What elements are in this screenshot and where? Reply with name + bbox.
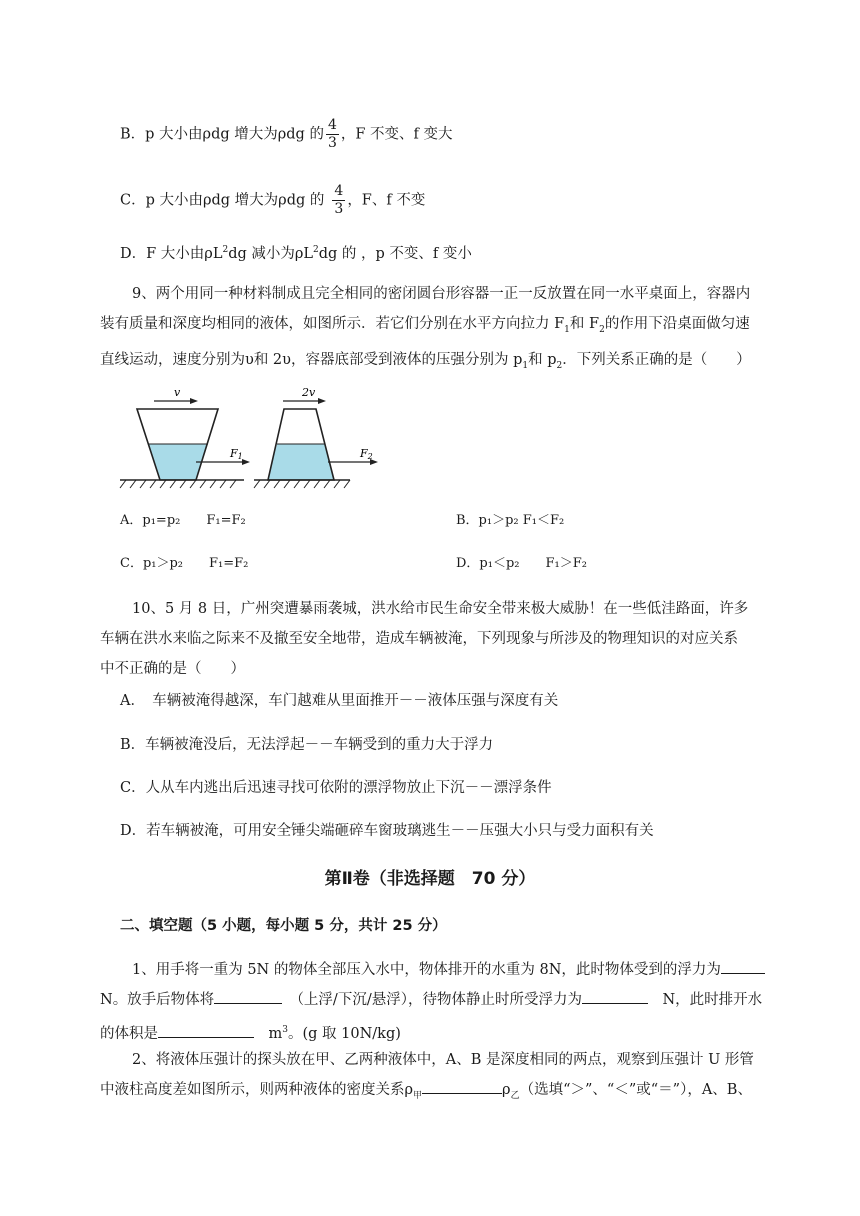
q8-option-d: D．F 大小由$\rho L^2dg$ 减小为$\rho L^2dg$ 的 ，p 不变、f 变小 [120, 245, 472, 262]
section-title: 第Ⅱ卷（非选择题 70 分） [324, 869, 536, 889]
option-text: ，F 不变、f 变大 [340, 126, 453, 143]
q8-option-b [120, 117, 453, 152]
option-text: C．p 大小由ρdg 增大为ρdg 的 [120, 192, 325, 209]
force-label-1: F1 [230, 447, 243, 461]
q9-option-c: C．p₁＞p₂ F₁=F₂ [120, 556, 249, 571]
option-text: ，F、f 不变 [347, 192, 426, 209]
container-1 [137, 409, 218, 480]
q9-option-d: D．p₁＜p₂ F₁＞F₂ [456, 556, 587, 571]
answer-blank[interactable] [422, 1079, 502, 1094]
q10-option-b: B．车辆被淹没后，无法浮起－－车辆受到的重力大于浮力 [120, 737, 494, 753]
option-text: B．p 大小由ρdg 增大为ρdg 的 [120, 126, 324, 143]
answer-blank[interactable] [582, 989, 648, 1004]
answer-blank[interactable] [721, 959, 765, 974]
fraction: $\frac{4}{3}$ [327, 117, 337, 151]
question-9-stem: 9、两个用同一种材料制成且完全相同的密闭圆台形容器一正一反放置在同一水平桌面上，容器内 装有质量和深度均相同的液体，如图所示．若它们分别在水平方向拉力 $F_1$和 $F_2$的作用下沿桌面做匀速 直线运动，速度分别为υ和 2υ，容器底部受到液体的压强分别为 $p_1$和 $p_2$．下列关系正确的是（ ） [100, 286, 751, 371]
fill-question-2: 2、将液体压强计的探头放在甲、乙两种液体中，A、B 是深度相同的两点，观察到压强计 U 形管 中液柱高度差如图所示，则两种液体的密度关系$\rho_甲$ $\rho_乙$（选填“＞”、“＜”或“＝”），A、B、 [100, 1052, 754, 1101]
container-2 [268, 409, 334, 480]
velocity-label-2: 2v [302, 386, 316, 399]
q9-option-b: B．p₁＞p₂ F₁＜F₂ [456, 513, 565, 528]
q9-option-a: A．p₁=p₂ F₁=F₂ [120, 513, 246, 528]
q10-option-a: A． 车辆被淹得越深，车门越难从里面推开－－液体压强与深度有关 [120, 693, 559, 709]
velocity-label-1: v [174, 386, 181, 399]
fill-question-1: 1、用手将一重为 5N 的物体全部压入水中，物体排开的水重为 8N，此时物体受到的浮力为 N。放手后物体将 （上浮/下沉/悬浮），待物体静止时所受浮力为 N，此时排开水 的体积是 $m^3$。(g 取 10N/kg) [100, 955, 806, 1049]
answer-blank[interactable] [214, 989, 282, 1004]
q10-option-d: D．若车辆被淹，可用安全锤尖端砸碎车窗玻璃逃生－－压强大小只与受力面积有关 [120, 823, 654, 839]
answer-blank[interactable] [158, 1023, 254, 1038]
force-label-2: F2 [360, 447, 373, 461]
section-subtitle: 二、填空题（5 小题，每小题 5 分，共计 25 分） [120, 918, 447, 934]
fraction: $\frac{4}{3}$ [334, 183, 344, 217]
q9-figure [118, 372, 388, 492]
q10-option-c: C．人从车内逃出后迅速寻找可依附的漂浮物放止下沉－－漂浮条件 [120, 780, 552, 796]
question-10-stem: 10、5 月 8 日，广州突遭暴雨袭城，洪水给市民生命安全带来极大威胁！在一些低洼路面，许多 车辆在洪水来临之际来不及撤至安全地带，造成车辆被淹，下列现象与所涉及的物理知识的对应关系 中不正确的是（ ） [100, 601, 749, 677]
q8-option-c [120, 183, 425, 218]
